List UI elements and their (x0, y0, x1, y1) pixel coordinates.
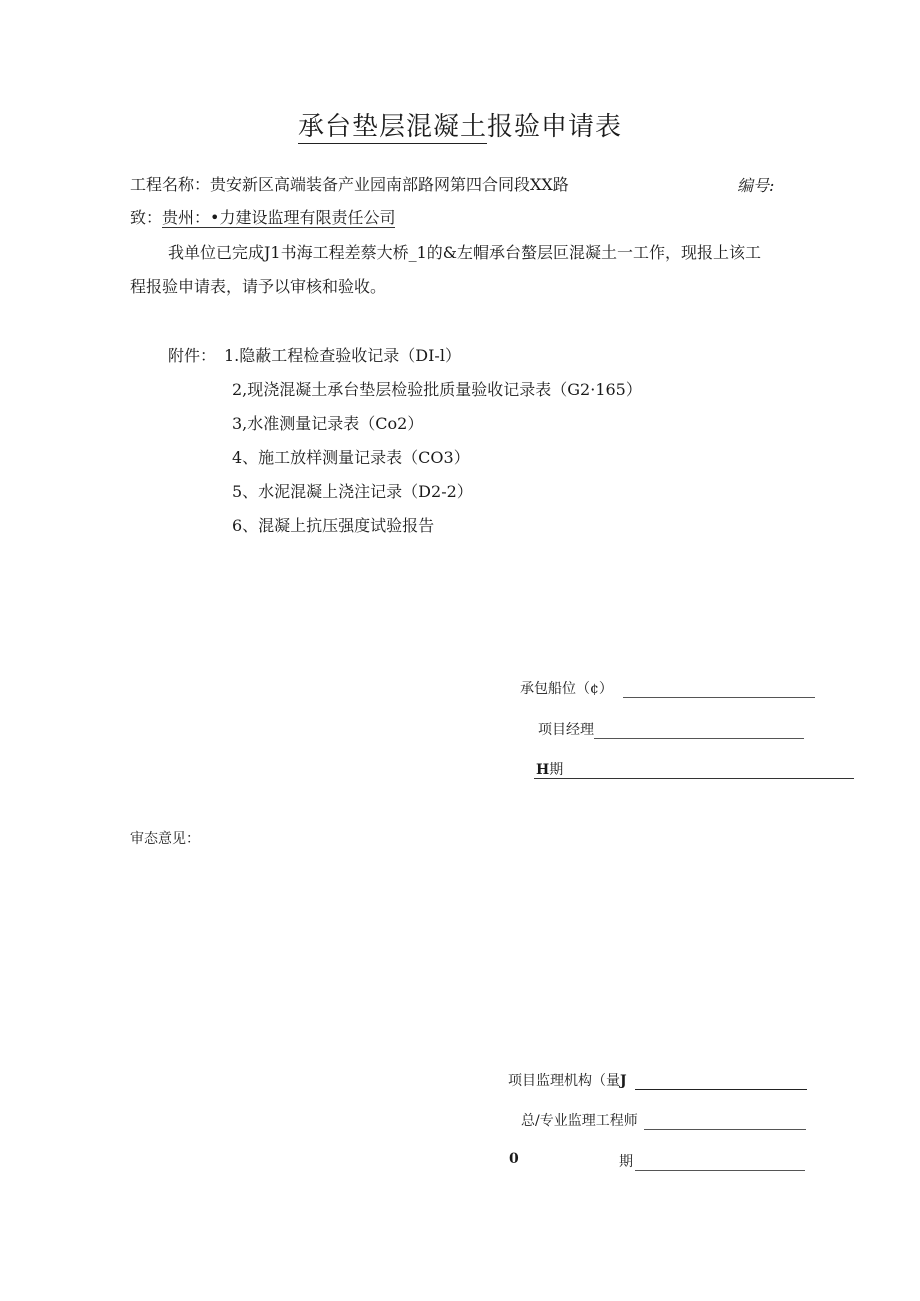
recipient-row (130, 205, 395, 228)
recipient-value: 贵州：•力建设监理有限责任公司 (162, 208, 396, 227)
title-underlined-part: 承台垫层混凝土 (297, 112, 487, 142)
attachment-item: 3,水准测量记录表（Co2） (232, 414, 424, 433)
attachment-item: 4、施工放样测量记录表（CO3） (232, 448, 470, 467)
attachment-item: 5、水泥混凝上浇注记录（D2-2） (232, 482, 473, 501)
contractor-unit-row (520, 678, 815, 698)
project-name-row (130, 172, 569, 195)
project-name-label: 工程名称： (130, 175, 211, 194)
contractor-date-prefix: H (536, 762, 550, 778)
supervision-engineer-label: 总/专业监理工程师 (521, 1113, 638, 1129)
recipient-label: 致： (130, 208, 163, 227)
project-manager-signature-line[interactable] (594, 738, 804, 739)
project-manager-label: 项目经理 (538, 722, 594, 738)
attachment-item: 1.隐蔽工程检查验收记录（DI-l） (224, 346, 461, 365)
supervision-org-suffix: J (620, 1073, 627, 1089)
document-number-label: 编号: (737, 176, 775, 195)
contractor-date-underline (534, 778, 854, 779)
attachments-label: 附件： (168, 346, 217, 365)
contractor-unit-label: 承包船位（¢） (520, 681, 613, 697)
supervision-engineer-signature-line[interactable] (644, 1129, 806, 1130)
attachment-item: 2,现浇混凝土承台垫层检验批质量验收记录表（G2·165） (232, 380, 642, 399)
supervision-date-prefix-wrap (509, 1151, 519, 1167)
supervision-org-signature-line[interactable] (635, 1089, 807, 1090)
title-rest: 报验申请表 (487, 112, 623, 142)
supervision-date-row (619, 1151, 805, 1171)
supervision-date-line[interactable] (635, 1170, 805, 1171)
supervision-date-prefix: 0 (509, 1151, 519, 1167)
page-title (0, 106, 920, 143)
supervision-date-label: 期 (619, 1154, 633, 1170)
statement-line-2: 程报验申请表，请予以审核和验收。 (130, 277, 387, 296)
review-opinion-label: 审态意见： (130, 831, 200, 847)
supervision-org-row (508, 1070, 807, 1090)
supervision-engineer-row (521, 1110, 806, 1130)
project-name-value: 贵安新区高端装备产业园南部路网第四合同段XX路 (210, 175, 569, 194)
contractor-date-label: 期 (549, 762, 564, 778)
contractor-date-row (536, 759, 803, 779)
supervision-org-label: 项目监理机构（量 (508, 1073, 620, 1089)
attachment-item: 6、混凝上抗压强度试验报告 (232, 516, 435, 535)
contractor-unit-signature-line[interactable] (623, 697, 815, 698)
project-manager-row (538, 719, 804, 739)
statement-line-1: 我单位已完成J1书海工程差蔡大桥_1的&左帽承台螯层叵混凝土一工作，现报上该工 (168, 243, 762, 262)
